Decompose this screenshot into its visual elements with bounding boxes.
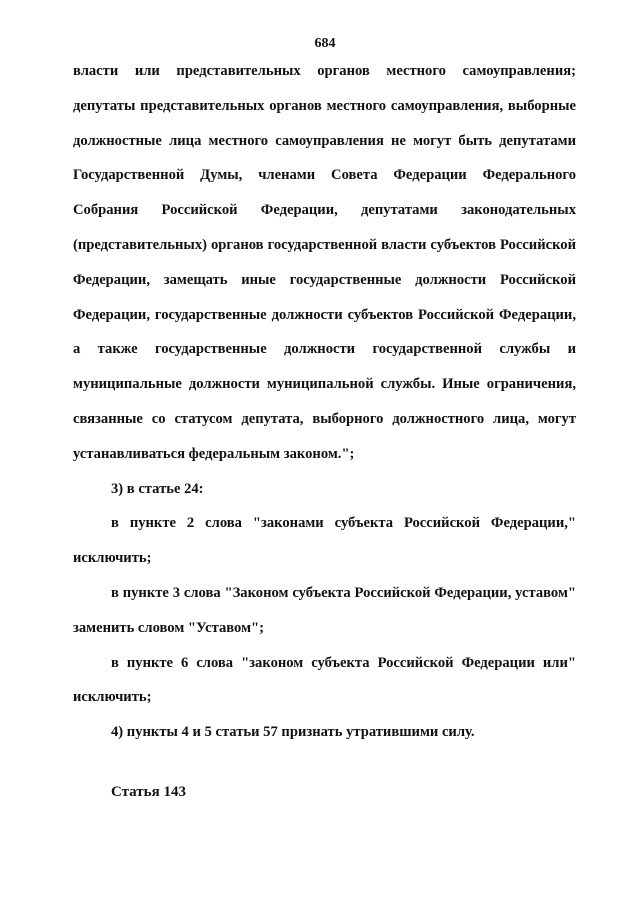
document-body — [73, 54, 576, 750]
paragraph-item-4: 4) пункты 4 и 5 статьи 57 признать утратившими силу. — [111, 724, 475, 741]
article-heading: Статья 143 — [111, 784, 186, 800]
paragraph-point-2: в пункте 2 слова "законами субъекта Российской Федерации," исключить; — [73, 515, 576, 567]
paragraph-item-3: 3) в статье 24: — [111, 480, 204, 497]
paragraph-continuation: власти или представительных органов местного самоуправления; депутаты представительных органов местного самоуправления, выборные должностные лица местного самоуправления не могут быть депутатами Государственной Думы, членами Совета Федерации Федерального Собрания Российской Федерации, депутатами законодательных (представительных) органов государственной власти субъектов Российской Федерации, замещать иные государственные должности Российской Федерации, государственные должности субъектов Российской Федерации, а также государственные должности государственной службы и муниципальные должности муниципальной службы. Иные ограничения, связанные со статусом депутата, выборного должностного лица, могут устанавливаться федеральным законом."; — [73, 63, 576, 462]
paragraph-point-6: в пункте 6 слова "законом субъекта Российской Федерации или" исключить; — [73, 654, 576, 706]
paragraph-point-3: в пункте 3 слова "Законом субъекта Российской Федерации, уставом" заменить словом "Уставом"; — [73, 584, 576, 636]
page-number: 684 — [314, 36, 336, 51]
